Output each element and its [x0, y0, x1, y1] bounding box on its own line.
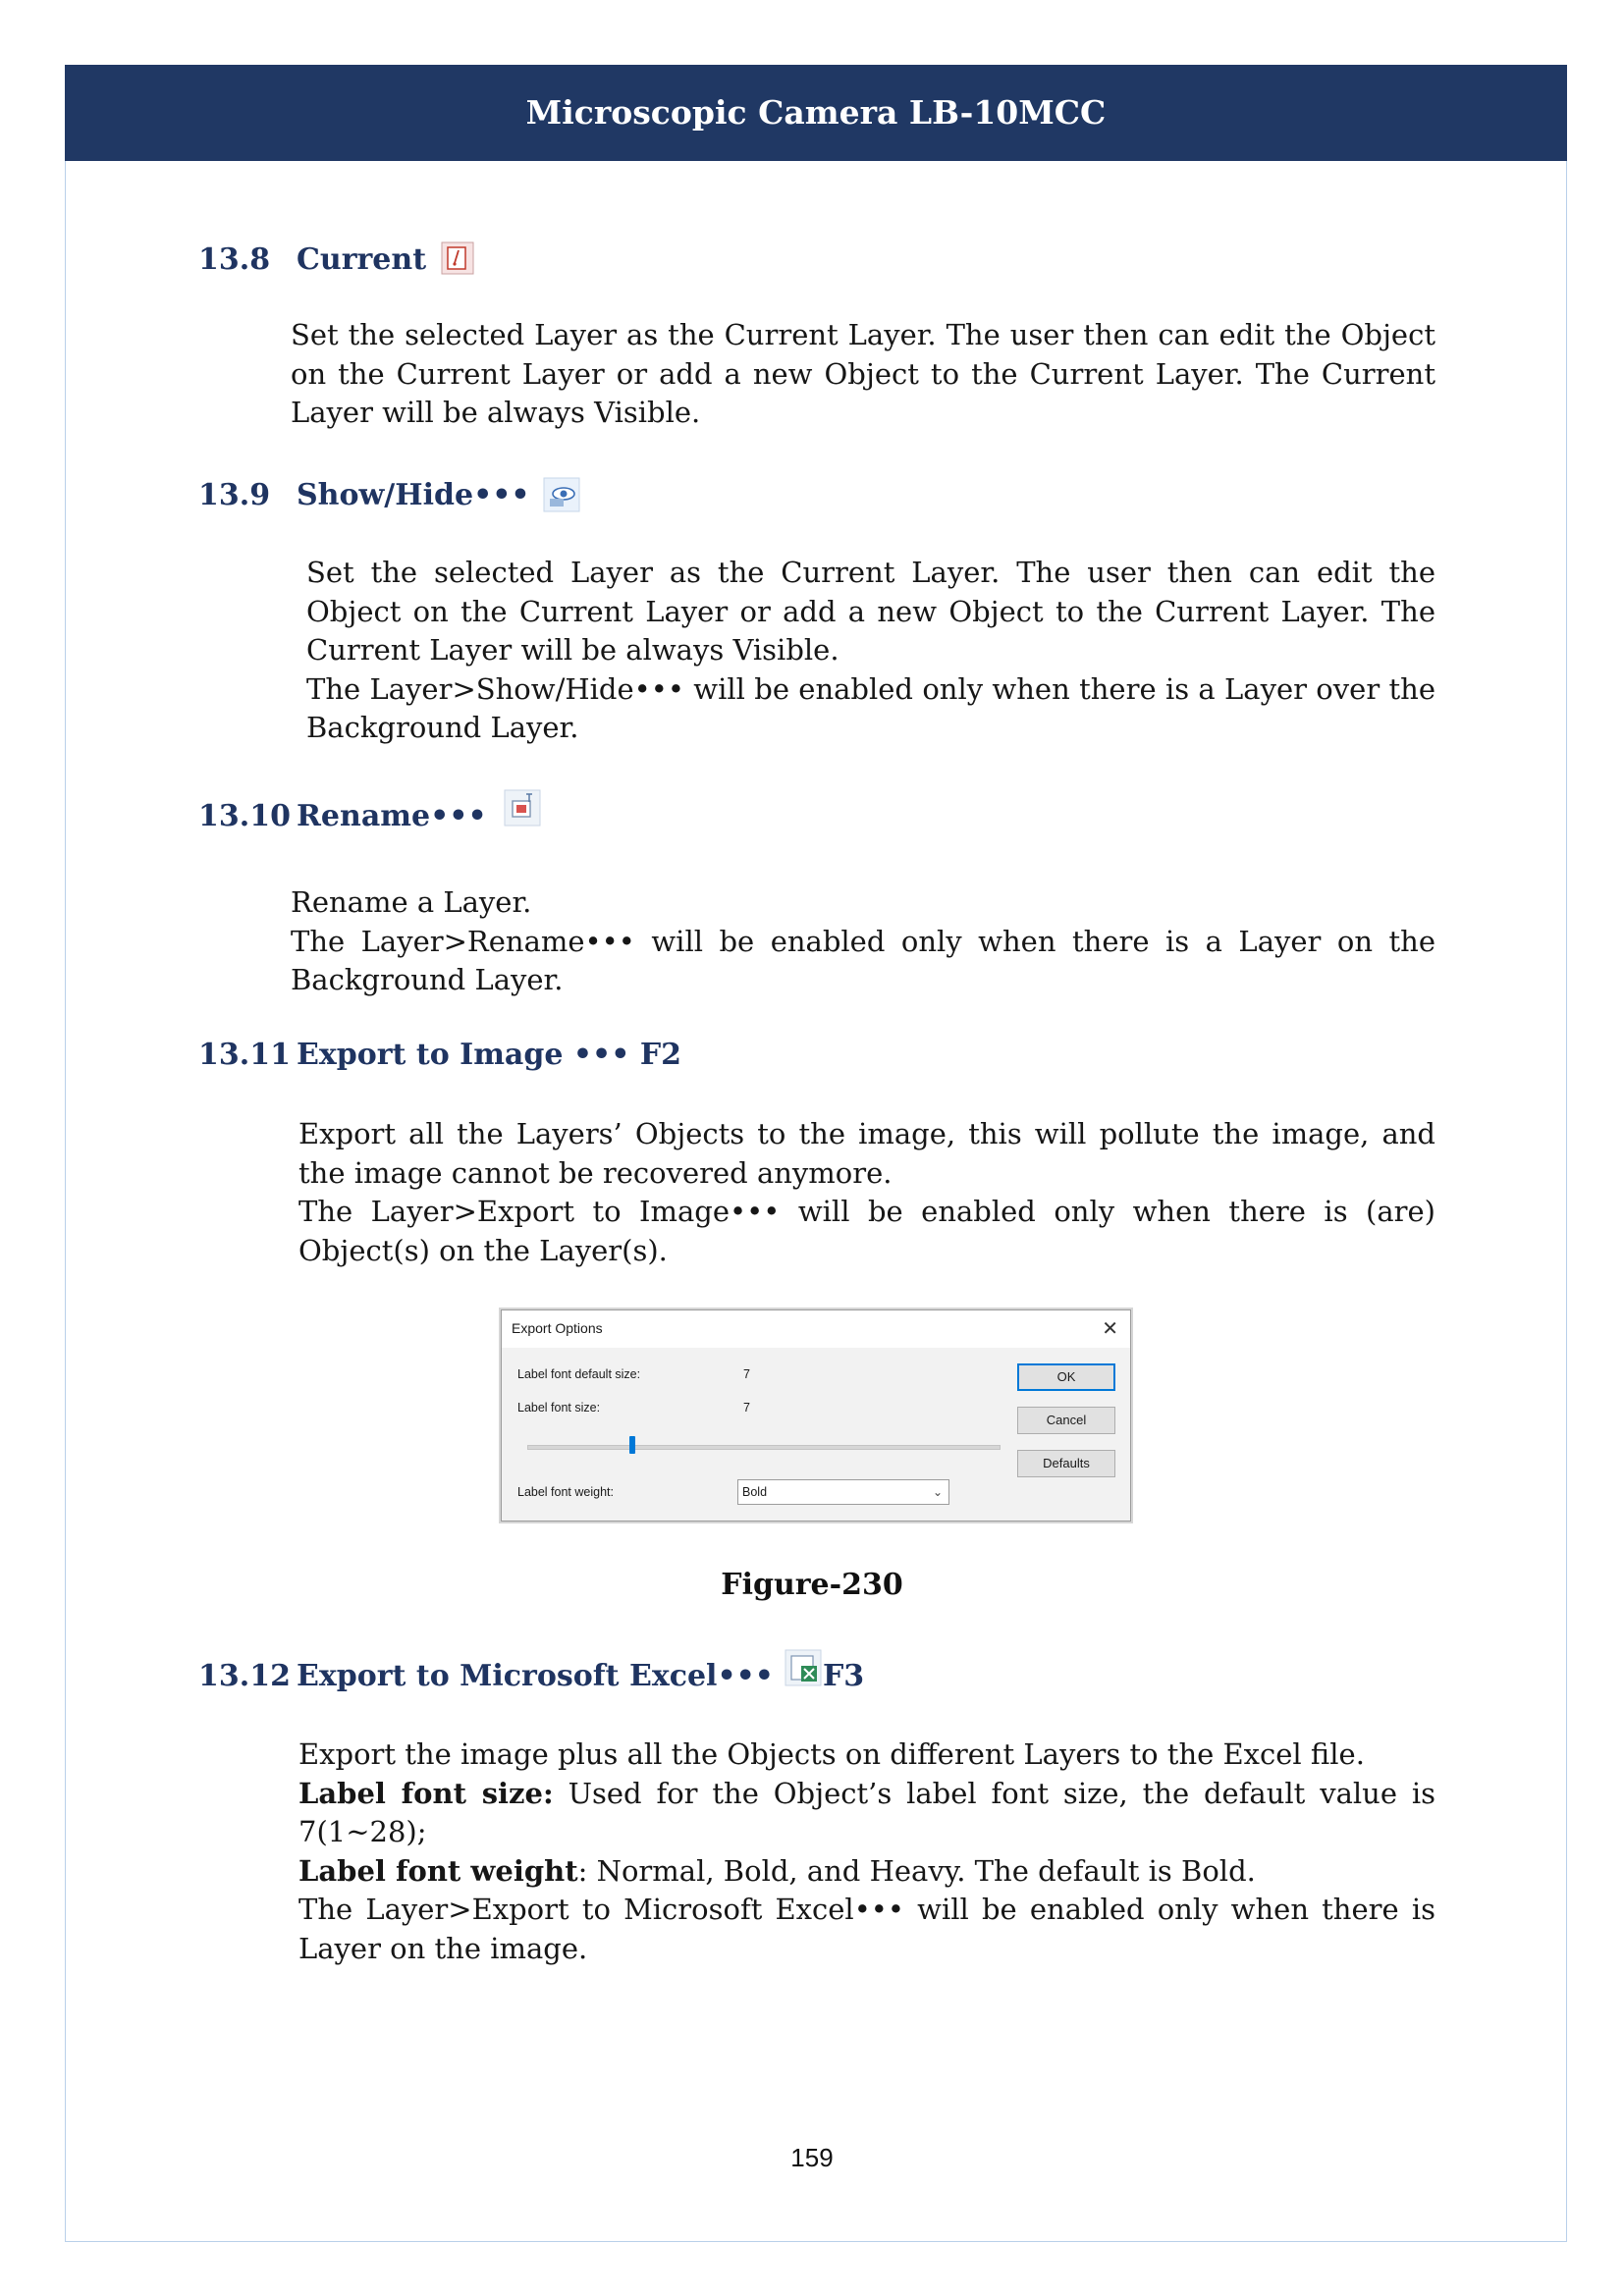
cancel-button[interactable]: Cancel	[1017, 1407, 1115, 1434]
dialog-title: Export Options	[512, 1320, 603, 1336]
section-heading-export-excel	[198, 1659, 864, 1693]
section-heading-rename	[198, 799, 542, 833]
document-header	[65, 65, 1567, 161]
section-title: Export to Microsoft Excel•••	[297, 1659, 774, 1693]
rename-icon	[503, 788, 542, 824]
section-title: Rename•••	[297, 799, 487, 833]
excel-export-icon	[784, 1648, 823, 1683]
show-hide-icon	[542, 477, 581, 512]
section-title: Export to Image ••• F2	[297, 1038, 682, 1072]
dialog-titlebar	[502, 1310, 1130, 1348]
section-body-rename	[291, 883, 1435, 1000]
section-number: 13.10	[198, 799, 291, 833]
paragraph: The Layer>Rename••• will be enabled only when there is a Layer on the Background Layer.	[291, 924, 1435, 996]
paragraph-font-size	[298, 1775, 1435, 1852]
page-number: 159	[790, 2143, 834, 2172]
section-heading-current	[198, 241, 477, 277]
paragraph: Set the selected Layer as the Current Layer. The user then can edit the Object on the Current Layer or add a new Object to the Current Layer. The Current Layer will be always Visible.	[306, 556, 1435, 667]
font-weight-selected-value: Bold	[742, 1485, 768, 1499]
shortcut-key: F3	[822, 1659, 865, 1693]
paragraph-text: Used for the Object’s label font size, the default value is 7(1~28);	[298, 1776, 1436, 1848]
paragraph: Export the image plus all the Objects on different Layers to the Excel file.	[298, 1737, 1365, 1771]
font-size-label: Label font size:	[517, 1401, 601, 1415]
section-number: 13.9	[198, 477, 271, 512]
paragraph-text: : Normal, Bold, and Heavy. The default is Bold.	[577, 1853, 1256, 1888]
paragraph: Export all the Layers’ Objects to the image, this will pollute the image, and the image cannot be recovered anymore.	[298, 1117, 1435, 1190]
font-size-value: 7	[743, 1401, 750, 1415]
font-size-slider-thumb[interactable]	[629, 1436, 635, 1454]
default-size-value: 7	[743, 1367, 750, 1381]
font-weight-label: Label font weight:	[517, 1485, 614, 1499]
font-size-slider-track[interactable]	[527, 1445, 1001, 1450]
section-heading-show-hide	[198, 477, 581, 512]
paragraph: The Layer>Export to Image••• will be enabled only when there is (are) Object(s) on the Layer(s).	[298, 1195, 1435, 1267]
section-body-show-hide	[306, 554, 1435, 748]
ok-button[interactable]: OK	[1017, 1363, 1115, 1391]
paragraph: The Layer>Export to Microsoft Excel••• will be enabled only when there is Layer on the image.	[298, 1893, 1435, 1965]
font-weight-select[interactable]	[737, 1479, 949, 1505]
paragraph-font-weight	[298, 1852, 1435, 1892]
section-title: Show/Hide•••	[297, 477, 530, 512]
section-heading-export-image	[198, 1038, 681, 1072]
close-icon[interactable]: ✕	[1102, 1318, 1118, 1340]
paragraph: Rename a Layer.	[291, 885, 532, 919]
section-body-export-image	[298, 1115, 1435, 1270]
section-number: 13.12	[198, 1659, 291, 1693]
current-layer-icon	[438, 241, 477, 277]
document-title: Microscopic Camera LB-10MCC	[525, 93, 1107, 132]
export-options-dialog	[501, 1309, 1131, 1522]
section-number: 13.11	[198, 1038, 291, 1072]
default-size-label: Label font default size:	[517, 1367, 641, 1381]
section-body-export-excel	[298, 1735, 1435, 1968]
section-title: Current	[297, 241, 427, 277]
bold-term: Label font size:	[298, 1776, 554, 1810]
paragraph: The Layer>Show/Hide••• will be enabled only when there is a Layer over the Background Layer.	[306, 671, 1435, 744]
section-body-current	[291, 316, 1435, 433]
paragraph: Set the selected Layer as the Current Layer. The user then can edit the Object on the Current Layer or add a new Object to the Current Layer. The Current Layer will be always Visible.	[291, 318, 1435, 429]
figure-caption: Figure-230	[721, 1568, 903, 1602]
defaults-button[interactable]: Defaults	[1017, 1450, 1115, 1477]
section-number: 13.8	[198, 241, 271, 277]
bold-term: Label font weight	[298, 1853, 578, 1888]
chevron-down-icon: ⌄	[932, 1485, 943, 1499]
